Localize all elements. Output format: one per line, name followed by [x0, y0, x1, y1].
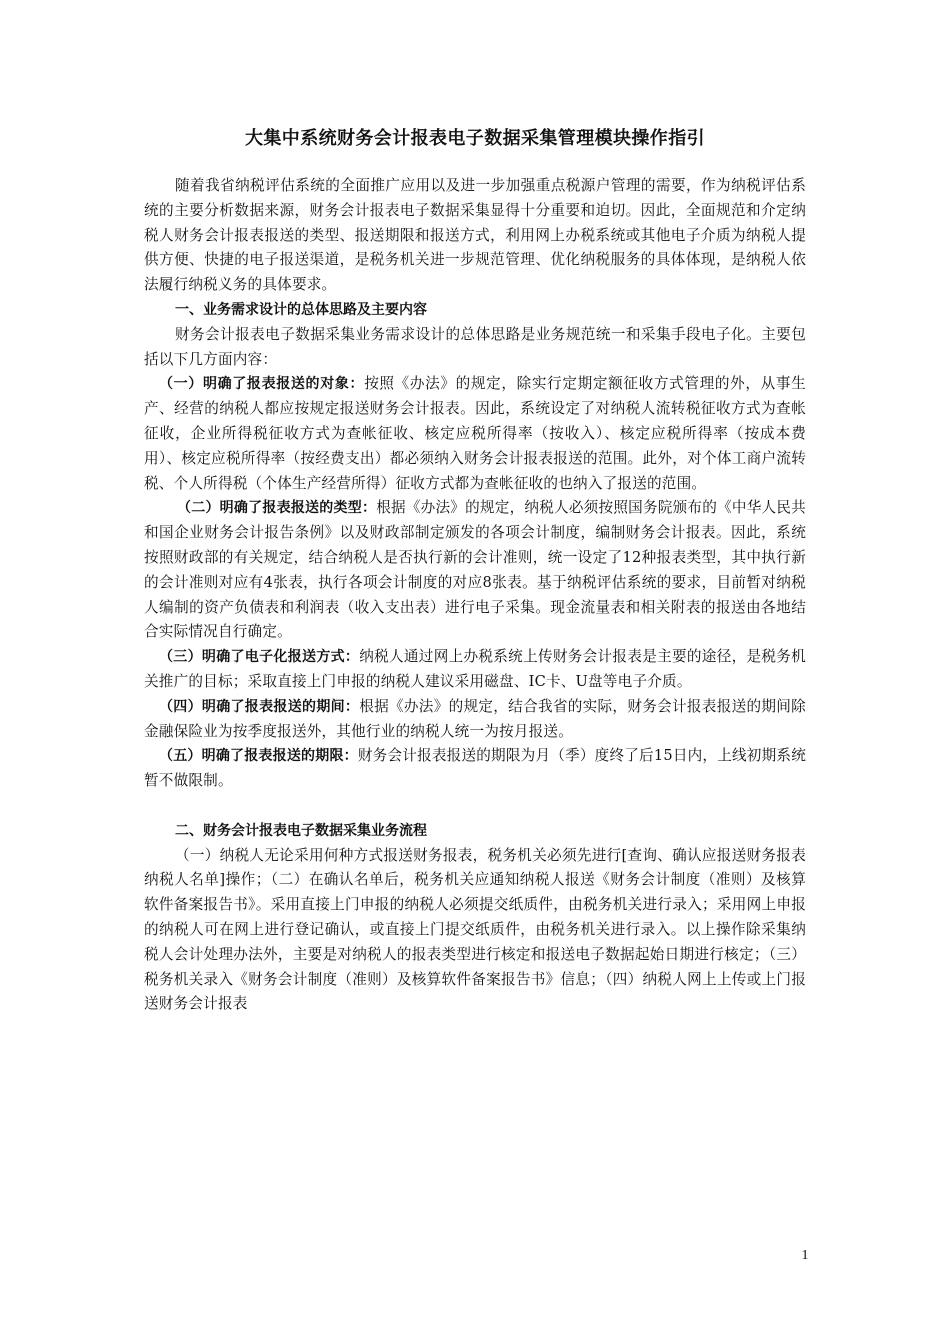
item-4-lead: （四）明确了报表报送的期间：	[159, 698, 360, 715]
page-number: 1	[801, 1248, 809, 1263]
section-2-heading: 二、财务会计报表电子数据采集业务流程	[175, 822, 427, 839]
section-gap	[144, 794, 806, 819]
document-body	[144, 174, 806, 1017]
section-1-item-2	[144, 496, 806, 645]
item-3-text: 纳税人通过网上办税系统上传财务会计报表是主要的途径，是税务机关推广的目标；采取直接上门申报的纳税人建议采用磁盘、IC卡、U盘等电子介质。	[144, 648, 806, 690]
section-1-heading: 一、业务需求设计的总体思路及主要内容	[175, 301, 427, 318]
item-2-lead: （二）明确了报表报送的类型：	[177, 500, 377, 517]
document-title: 大集中系统财务会计报表电子数据采集管理模块操作指引	[245, 128, 705, 149]
item-1-text: 按照《办法》的规定，除实行定期定额征收方式管理的外，从事生产、经营的纳税人都应按规定报送财务会计报表。因此，系统设定了对纳税人流转税征收方式为查帐征收，企业所得税征收方式为查帐征收、核定应税所得率（按收入）、核定应税所得率（按成本费用）、核定应税所得率（按经费支出）都必须纳入财务会计报表报送的范围。此外，对个体工商户流转税、个人所得税（个体生产经营所得）征收方式都为查帐征收的也纳入了报送的范围。	[144, 375, 806, 492]
item-2-text: 根据《办法》的规定，纳税人必须按照国务院颁布的《中华人民共和国企业财务会计报告条例》以及财政部制定颁发的各项会计制度，编制财务会计报表。因此，系统按照财政部的有关规定，结合纳税人是否执行新的会计准则，统一设定了12种报表类型，其中执行新的会计准则对应有4张表，执行各项会计制度的对应8张表。基于纳税评估系统的要求，目前暂对纳税人编制的资产负债表和利润表（收入支出表）进行电子采集。现金流量表和相关附表的报送由各地结合实际情况自行确定。	[144, 499, 806, 641]
section-2-paragraph: （一）纳税人无论采用何种方式报送财务报表，税务机关必须先进行[查询、确认应报送财务报表纳税人名单]操作；（二）在确认名单后，税务机关应通知纳税人报送《财务会计制度（准则）及核算软件备案报告书》。采用直接上门申报的纳税人必须提交纸质件，由税务机关进行录入；采用网上申报的纳税人可在网上进行登记确认，或直接上门提交纸质件，由税务机关进行录入。以上操作除采集纳税人会计处理办法外，主要是对纳税人的报表类型进行核定和报送电子数据起始日期进行核定；（三）税务机关录入《财务会计制度（准则）及核算软件备案报告书》信息；（四）纳税人网上上传或上门报送财务会计报表	[144, 846, 806, 1013]
intro-paragraph: 随着我省纳税评估系统的全面推广应用以及进一步加强重点税源户管理的需要，作为纳税评估系统的主要分析数据来源，财务会计报表电子数据采集显得十分重要和迫切。因此，全面规范和介定纳税人财务会计报表报送的类型、报送期限和报送方式，利用网上办税系统或其他电子介质为纳税人提供方便、快捷的电子报送渠道，是税务机关进一步规范管理、优化纳税服务的具体体现，是纳税人依法履行纳税义务的具体要求。	[144, 177, 806, 294]
section-1-item-4	[144, 695, 806, 745]
item-1-lead: （一）明确了报表报送的对象：	[159, 376, 365, 393]
section-1-item-5	[144, 744, 806, 794]
item-4-text: 根据《办法》的规定，结合我省的实际，财务会计报表报送的期间除金融保险业为按季度报送外，其他行业的纳税人统一为按月报送。	[144, 697, 806, 740]
section-1-item-1	[144, 372, 806, 496]
section-1-summary: 财务会计报表电子数据采集业务需求设计的总体思路是业务规范统一和采集手段电子化。主要包括以下几方面内容：	[144, 325, 806, 368]
section-1-item-3	[144, 645, 806, 695]
item-3-lead: （三）明确了电子化报送方式：	[159, 649, 360, 666]
item-5-lead: （五）明确了报表报送的期限：	[159, 748, 358, 765]
item-5-text: 财务会计报表报送的期限为月（季）度终了后15日内，上线初期系统暂不做限制。	[144, 747, 806, 790]
